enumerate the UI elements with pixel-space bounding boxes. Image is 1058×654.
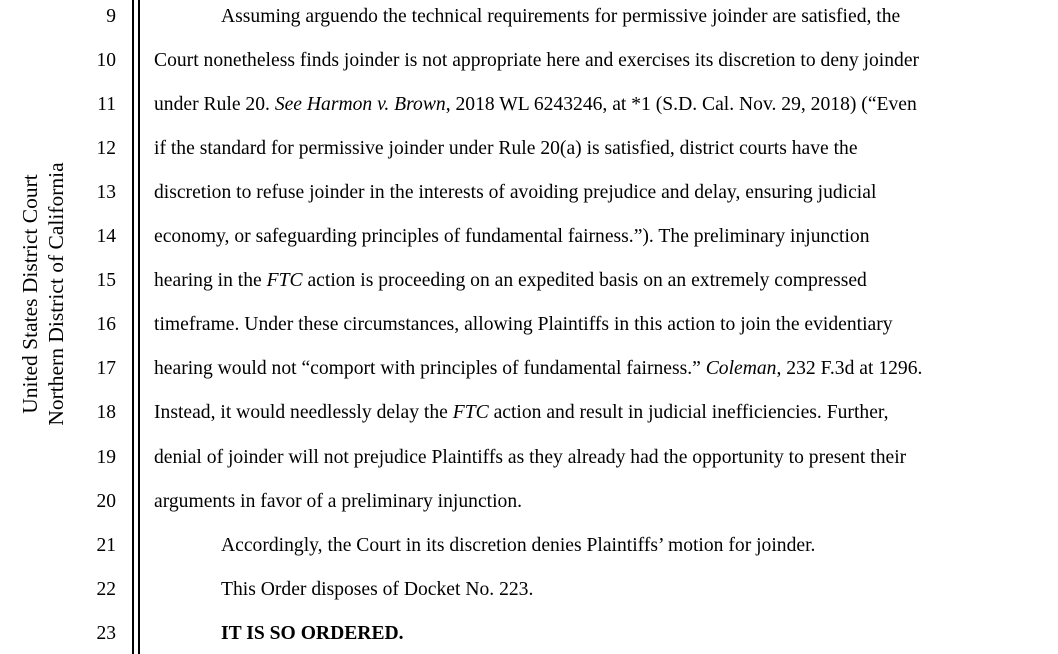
line-number: 12 (96, 138, 116, 160)
line-number: 21 (96, 534, 116, 556)
margin-rule-right (138, 0, 140, 654)
line-number: 13 (96, 182, 116, 204)
text-line (154, 314, 1044, 336)
line-number: 23 (96, 622, 116, 644)
text-line (154, 491, 1044, 513)
line-number: 18 (96, 402, 116, 424)
text-segment: discretion to refuse joinder in the interests of avoiding prejudice and delay, ensuring judicial (154, 182, 877, 204)
text-segment: economy, or safeguarding principles of fundamental fairness.”). The preliminary injunction (154, 226, 870, 248)
line-number: 16 (96, 314, 116, 336)
text-line (154, 270, 1044, 292)
line-number: 17 (96, 358, 116, 380)
line-number: 15 (96, 270, 116, 292)
text-segment: arguments in favor of a preliminary injunction. (154, 490, 523, 512)
court-name: United States District Court (18, 174, 42, 414)
text-line (221, 535, 1058, 557)
text-segment: , 232 F.3d at 1296. (776, 358, 923, 380)
text-segment: This Order disposes of Docket No. 223. (221, 578, 534, 600)
text-line (221, 6, 1058, 28)
text-segment: action and result in judicial inefficiencies. Further, (488, 402, 889, 424)
case-citation: Coleman (705, 358, 777, 380)
case-citation: See Harmon v. Brown (274, 94, 446, 116)
text-line (221, 579, 1058, 601)
text-segment: Assuming arguendo the technical requirements for permissive joinder are satisfied, the (221, 6, 901, 27)
text-segment: , 2018 WL 6243246, at *1 (S.D. Cal. Nov. 29, 2018) (“Even (445, 94, 917, 116)
text-segment: Accordingly, the Court in its discretion denies Plaintiffs’ motion for joinder. (221, 534, 816, 556)
text-segment: Court nonetheless finds joinder is not appropriate here and exercises its discretion to deny joinder (154, 50, 920, 71)
text-line (154, 182, 1044, 204)
line-number: 9 (106, 6, 116, 27)
line-number: 10 (96, 50, 116, 71)
text-segment: Instead, it would needlessly delay the (154, 402, 453, 424)
text-line (154, 447, 1044, 469)
text-segment: hearing would not “comport with principles of fundamental fairness.” (154, 358, 706, 380)
line-number: 19 (96, 446, 116, 468)
line-number: 22 (96, 578, 116, 600)
text-line (154, 226, 1044, 248)
text-segment: hearing in the (154, 270, 267, 292)
line-number: 20 (96, 490, 116, 512)
line-number: 14 (96, 226, 116, 248)
text-segment: IT IS SO ORDERED. (221, 622, 404, 644)
text-line (154, 358, 1044, 380)
text-line (154, 138, 1044, 160)
text-line (154, 94, 1044, 116)
line-number: 11 (97, 94, 116, 116)
text-line (154, 402, 1044, 424)
text-segment: action is proceeding on an expedited basis on an extremely compressed (302, 270, 867, 292)
case-citation: FTC (266, 270, 303, 292)
district-name: Northern District of California (44, 162, 68, 426)
text-line (154, 50, 1044, 72)
text-segment: timeframe. Under these circumstances, allowing Plaintiffs in this action to join the evidentiary (154, 314, 893, 336)
text-segment: under Rule 20. (154, 94, 275, 116)
case-citation: FTC (452, 402, 489, 424)
margin-rule-left (132, 0, 134, 654)
text-segment: if the standard for permissive joinder under Rule 20(a) is satisfied, district courts have the (154, 138, 858, 160)
text-line (221, 623, 1058, 645)
text-segment: denial of joinder will not prejudice Plaintiffs as they already had the opportunity to present their (154, 446, 907, 468)
